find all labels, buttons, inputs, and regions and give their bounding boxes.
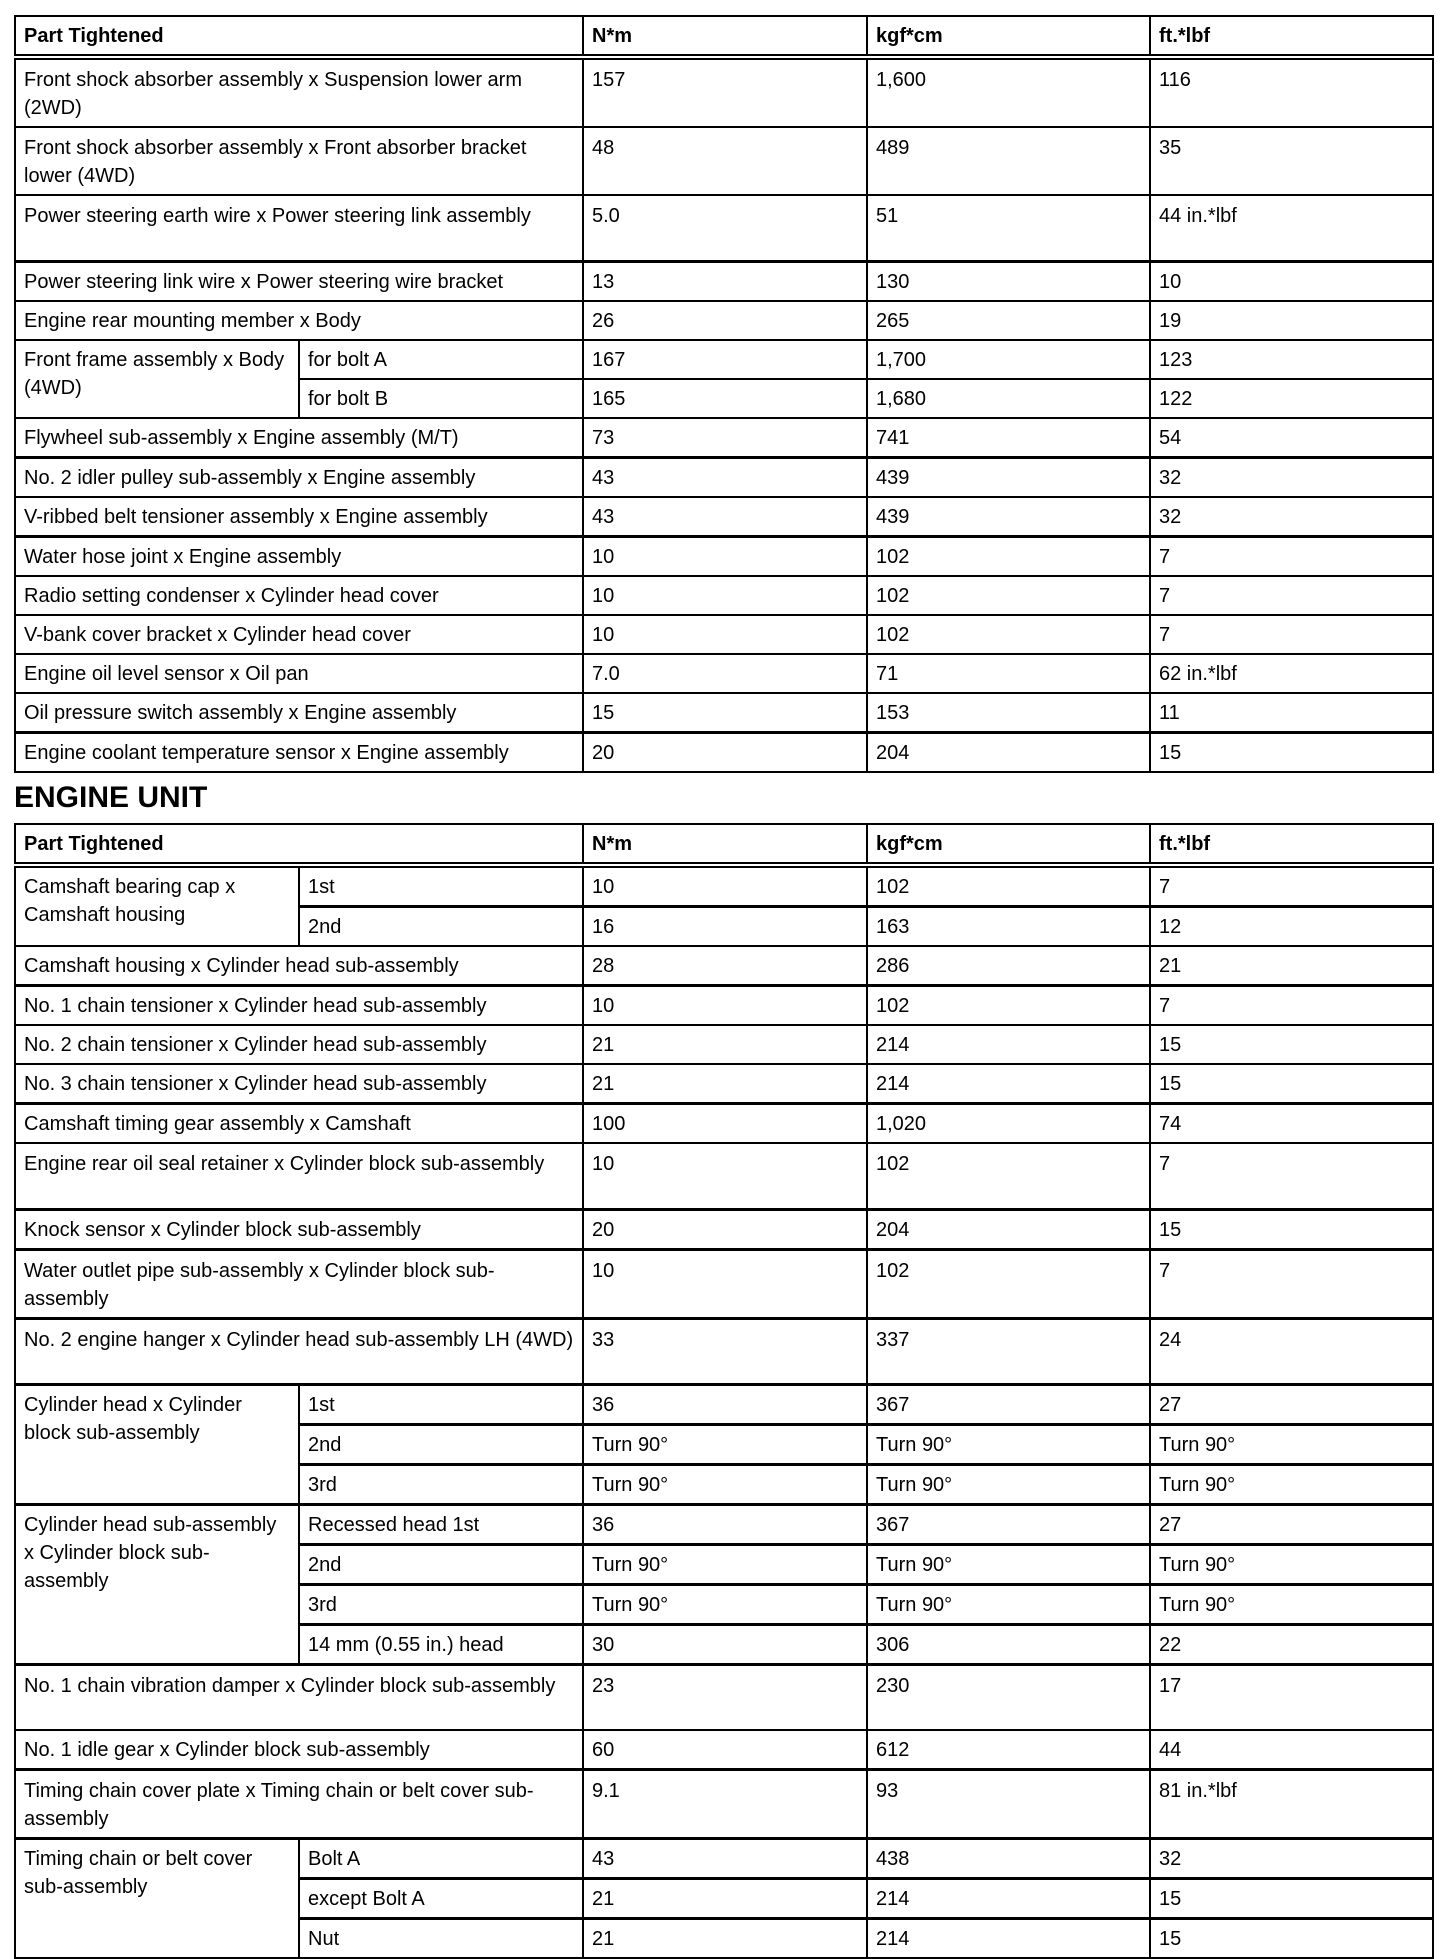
part-cell: Timing chain cover plate x Timing chain or belt cover sub-assembly	[15, 1770, 583, 1839]
nm-cell: 48	[583, 127, 867, 195]
nm-cell: 23	[583, 1664, 867, 1730]
ft-cell: 116	[1150, 57, 1433, 127]
table-row	[15, 340, 1433, 379]
table-row	[15, 1025, 1433, 1064]
table-row	[15, 1384, 1433, 1424]
part-cell: Cylinder head sub-assembly x Cylinder block sub-assembly	[15, 1504, 299, 1664]
table-row	[15, 946, 1433, 986]
nm-cell: 10	[583, 986, 867, 1026]
sub-label-cell: Recessed head 1st	[299, 1504, 583, 1544]
kgf-cell: 286	[867, 946, 1150, 986]
kgf-cell: 1,600	[867, 57, 1150, 127]
part-cell: No. 3 chain tensioner x Cylinder head sub-assembly	[15, 1064, 583, 1104]
part-cell: No. 2 engine hanger x Cylinder head sub-assembly LH (4WD)	[15, 1318, 583, 1384]
nm-cell: 10	[583, 1143, 867, 1209]
kgf-cell: 102	[867, 1143, 1150, 1209]
table-row	[15, 693, 1433, 733]
ft-cell: 44 in.*lbf	[1150, 195, 1433, 261]
part-cell: Engine coolant temperature sensor x Engine assembly	[15, 732, 583, 772]
sub-label-cell: 3rd	[299, 1584, 583, 1624]
nm-cell: 30	[583, 1624, 867, 1664]
ft-cell: 123	[1150, 340, 1433, 379]
sub-label-cell: 14 mm (0.55 in.) head	[299, 1624, 583, 1664]
kgf-cell: 102	[867, 1249, 1150, 1318]
kgf-cell: 102	[867, 615, 1150, 654]
sub-label-cell: Bolt A	[299, 1839, 583, 1879]
nm-cell: 16	[583, 907, 867, 947]
ft-cell: 54	[1150, 418, 1433, 458]
torque-spec-table-engine-unit	[14, 823, 1434, 1959]
nm-cell: 100	[583, 1104, 867, 1144]
torque-spec-table-chassis	[14, 15, 1434, 773]
part-cell: Water outlet pipe sub-assembly x Cylinder block sub-assembly	[15, 1249, 583, 1318]
nm-cell: 26	[583, 301, 867, 340]
nm-cell: 10	[583, 536, 867, 576]
ft-cell: 21	[1150, 946, 1433, 986]
part-cell: V-ribbed belt tensioner assembly x Engine assembly	[15, 497, 583, 537]
kgf-cell: 741	[867, 418, 1150, 458]
nm-cell: 157	[583, 57, 867, 127]
kgf-cell: 163	[867, 907, 1150, 947]
nm-cell: 167	[583, 340, 867, 379]
header-kgf-cm: kgf*cm	[867, 16, 1150, 57]
part-cell: Timing chain or belt cover sub-assembly	[15, 1839, 299, 1959]
header-kgf-cm: kgf*cm	[867, 824, 1150, 865]
kgf-cell: Turn 90°	[867, 1424, 1150, 1464]
nm-cell: 165	[583, 379, 867, 418]
sub-label-cell: 2nd	[299, 1424, 583, 1464]
nm-cell: Turn 90°	[583, 1464, 867, 1504]
kgf-cell: 439	[867, 497, 1150, 537]
ft-cell: 32	[1150, 1839, 1433, 1879]
sub-label-cell: 1st	[299, 1384, 583, 1424]
table-row	[15, 865, 1433, 907]
part-cell: No. 1 idle gear x Cylinder block sub-assembly	[15, 1730, 583, 1770]
kgf-cell: 204	[867, 1209, 1150, 1249]
nm-cell: 43	[583, 497, 867, 537]
nm-cell: 43	[583, 1839, 867, 1879]
kgf-cell: 102	[867, 536, 1150, 576]
nm-cell: Turn 90°	[583, 1544, 867, 1584]
sub-label-cell: 3rd	[299, 1464, 583, 1504]
nm-cell: 10	[583, 615, 867, 654]
nm-cell: 43	[583, 457, 867, 497]
part-cell: Oil pressure switch assembly x Engine assembly	[15, 693, 583, 733]
ft-cell: 122	[1150, 379, 1433, 418]
table-row	[15, 1664, 1433, 1730]
nm-cell: 10	[583, 1249, 867, 1318]
part-cell: Flywheel sub-assembly x Engine assembly (M/T)	[15, 418, 583, 458]
ft-cell: 15	[1150, 1064, 1433, 1104]
nm-cell: 21	[583, 1879, 867, 1919]
ft-cell: Turn 90°	[1150, 1544, 1433, 1584]
ft-cell: 74	[1150, 1104, 1433, 1144]
part-cell: Camshaft timing gear assembly x Camshaft	[15, 1104, 583, 1144]
kgf-cell: 153	[867, 693, 1150, 733]
table-row	[15, 1730, 1433, 1770]
part-cell: Engine rear mounting member x Body	[15, 301, 583, 340]
ft-cell: 15	[1150, 732, 1433, 772]
ft-cell: 22	[1150, 1624, 1433, 1664]
table-row	[15, 615, 1433, 654]
table-header-row	[15, 824, 1433, 865]
ft-cell: 27	[1150, 1384, 1433, 1424]
table-row	[15, 127, 1433, 195]
sub-label-cell: except Bolt A	[299, 1879, 583, 1919]
part-cell: Cylinder head x Cylinder block sub-assembly	[15, 1384, 299, 1504]
kgf-cell: Turn 90°	[867, 1584, 1150, 1624]
ft-cell: 7	[1150, 536, 1433, 576]
part-cell: V-bank cover bracket x Cylinder head cover	[15, 615, 583, 654]
header-part-tightened: Part Tightened	[15, 16, 583, 57]
ft-cell: Turn 90°	[1150, 1464, 1433, 1504]
nm-cell: 20	[583, 732, 867, 772]
ft-cell: Turn 90°	[1150, 1424, 1433, 1464]
nm-cell: 9.1	[583, 1770, 867, 1839]
kgf-cell: 230	[867, 1664, 1150, 1730]
part-cell: Engine rear oil seal retainer x Cylinder block sub-assembly	[15, 1143, 583, 1209]
header-nm: N*m	[583, 16, 867, 57]
ft-cell: 7	[1150, 1249, 1433, 1318]
table-row	[15, 1143, 1433, 1209]
table-row	[15, 1839, 1433, 1879]
part-cell: Front frame assembly x Body (4WD)	[15, 340, 299, 418]
table-row	[15, 1770, 1433, 1839]
table-header-row	[15, 16, 1433, 57]
kgf-cell: 130	[867, 261, 1150, 301]
ft-cell: 24	[1150, 1318, 1433, 1384]
sub-label-cell: 1st	[299, 865, 583, 907]
nm-cell: 13	[583, 261, 867, 301]
nm-cell: 33	[583, 1318, 867, 1384]
kgf-cell: Turn 90°	[867, 1464, 1150, 1504]
kgf-cell: 214	[867, 1879, 1150, 1919]
kgf-cell: 1,700	[867, 340, 1150, 379]
nm-cell: 7.0	[583, 654, 867, 693]
ft-cell: 27	[1150, 1504, 1433, 1544]
ft-cell: Turn 90°	[1150, 1584, 1433, 1624]
ft-cell: 10	[1150, 261, 1433, 301]
kgf-cell: 439	[867, 457, 1150, 497]
header-ft-lbf: ft.*lbf	[1150, 16, 1433, 57]
kgf-cell: 306	[867, 1624, 1150, 1664]
table-row	[15, 457, 1433, 497]
kgf-cell: 489	[867, 127, 1150, 195]
nm-cell: 28	[583, 946, 867, 986]
part-cell: No. 2 chain tensioner x Cylinder head sub-assembly	[15, 1025, 583, 1064]
table-row	[15, 57, 1433, 127]
ft-cell: 62 in.*lbf	[1150, 654, 1433, 693]
ft-cell: 7	[1150, 615, 1433, 654]
kgf-cell: 438	[867, 1839, 1150, 1879]
nm-cell: 10	[583, 865, 867, 907]
ft-cell: 32	[1150, 457, 1433, 497]
kgf-cell: 214	[867, 1919, 1150, 1959]
section-title-engine-unit: ENGINE UNIT	[14, 781, 208, 814]
nm-cell: 21	[583, 1064, 867, 1104]
nm-cell: 20	[583, 1209, 867, 1249]
kgf-cell: 612	[867, 1730, 1150, 1770]
kgf-cell: 214	[867, 1025, 1150, 1064]
nm-cell: 10	[583, 576, 867, 615]
kgf-cell: 102	[867, 576, 1150, 615]
ft-cell: 7	[1150, 865, 1433, 907]
nm-cell: Turn 90°	[583, 1584, 867, 1624]
table-row	[15, 654, 1433, 693]
table-row	[15, 1064, 1433, 1104]
nm-cell: 21	[583, 1919, 867, 1959]
sub-label-cell: for bolt B	[299, 379, 583, 418]
part-cell: Camshaft housing x Cylinder head sub-assembly	[15, 946, 583, 986]
kgf-cell: 367	[867, 1504, 1150, 1544]
nm-cell: 60	[583, 1730, 867, 1770]
table-row	[15, 986, 1433, 1026]
table-row	[15, 261, 1433, 301]
ft-cell: 81 in.*lbf	[1150, 1770, 1433, 1839]
ft-cell: 15	[1150, 1879, 1433, 1919]
table-row	[15, 732, 1433, 772]
part-cell: Knock sensor x Cylinder block sub-assembly	[15, 1209, 583, 1249]
nm-cell: 21	[583, 1025, 867, 1064]
ft-cell: 44	[1150, 1730, 1433, 1770]
table-row	[15, 1209, 1433, 1249]
nm-cell: Turn 90°	[583, 1424, 867, 1464]
sub-label-cell: for bolt A	[299, 340, 583, 379]
header-part-tightened: Part Tightened	[15, 824, 583, 865]
part-cell: Power steering link wire x Power steering wire bracket	[15, 261, 583, 301]
kgf-cell: 1,680	[867, 379, 1150, 418]
nm-cell: 5.0	[583, 195, 867, 261]
kgf-cell: 265	[867, 301, 1150, 340]
ft-cell: 32	[1150, 497, 1433, 537]
nm-cell: 36	[583, 1504, 867, 1544]
kgf-cell: 204	[867, 732, 1150, 772]
kgf-cell: 102	[867, 865, 1150, 907]
ft-cell: 35	[1150, 127, 1433, 195]
table-row	[15, 301, 1433, 340]
kgf-cell: Turn 90°	[867, 1544, 1150, 1584]
header-nm: N*m	[583, 824, 867, 865]
ft-cell: 15	[1150, 1209, 1433, 1249]
table-row	[15, 1104, 1433, 1144]
table-row	[15, 1249, 1433, 1318]
part-cell: No. 2 idler pulley sub-assembly x Engine assembly	[15, 457, 583, 497]
part-cell: Front shock absorber assembly x Front absorber bracket lower (4WD)	[15, 127, 583, 195]
kgf-cell: 367	[867, 1384, 1150, 1424]
ft-cell: 7	[1150, 986, 1433, 1026]
ft-cell: 11	[1150, 693, 1433, 733]
ft-cell: 15	[1150, 1919, 1433, 1959]
table-row	[15, 1318, 1433, 1384]
table-row	[15, 536, 1433, 576]
part-cell: Radio setting condenser x Cylinder head cover	[15, 576, 583, 615]
header-ft-lbf: ft.*lbf	[1150, 824, 1433, 865]
part-cell: No. 1 chain tensioner x Cylinder head sub-assembly	[15, 986, 583, 1026]
part-cell: Front shock absorber assembly x Suspension lower arm (2WD)	[15, 57, 583, 127]
table-row	[15, 497, 1433, 537]
kgf-cell: 71	[867, 654, 1150, 693]
part-cell: Water hose joint x Engine assembly	[15, 536, 583, 576]
kgf-cell: 337	[867, 1318, 1150, 1384]
ft-cell: 7	[1150, 1143, 1433, 1209]
kgf-cell: 214	[867, 1064, 1150, 1104]
table-row	[15, 1504, 1433, 1544]
table-row	[15, 195, 1433, 261]
kgf-cell: 1,020	[867, 1104, 1150, 1144]
part-cell: Engine oil level sensor x Oil pan	[15, 654, 583, 693]
sub-label-cell: 2nd	[299, 1544, 583, 1584]
kgf-cell: 93	[867, 1770, 1150, 1839]
ft-cell: 19	[1150, 301, 1433, 340]
kgf-cell: 102	[867, 986, 1150, 1026]
sub-label-cell: Nut	[299, 1919, 583, 1959]
ft-cell: 7	[1150, 576, 1433, 615]
table-row	[15, 576, 1433, 615]
part-cell: Camshaft bearing cap x Camshaft housing	[15, 865, 299, 946]
ft-cell: 17	[1150, 1664, 1433, 1730]
ft-cell: 15	[1150, 1025, 1433, 1064]
part-cell: Power steering earth wire x Power steering link assembly	[15, 195, 583, 261]
part-cell: No. 1 chain vibration damper x Cylinder block sub-assembly	[15, 1664, 583, 1730]
nm-cell: 15	[583, 693, 867, 733]
sub-label-cell: 2nd	[299, 907, 583, 947]
table-row	[15, 418, 1433, 458]
kgf-cell: 51	[867, 195, 1150, 261]
nm-cell: 73	[583, 418, 867, 458]
nm-cell: 36	[583, 1384, 867, 1424]
ft-cell: 12	[1150, 907, 1433, 947]
